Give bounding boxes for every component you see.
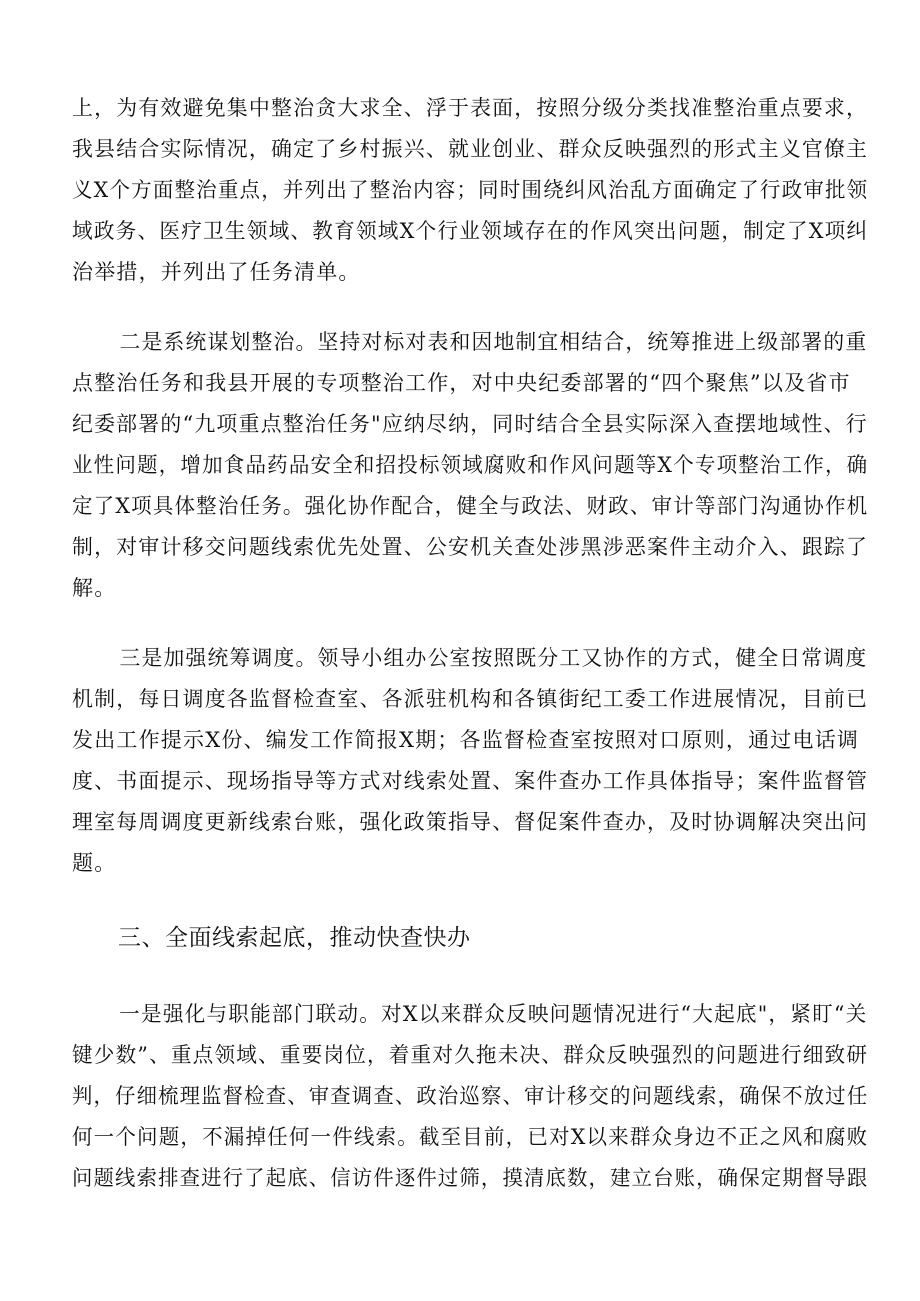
text-line: 解。 bbox=[72, 576, 117, 600]
paragraph-2 bbox=[72, 322, 868, 609]
text-line: 发出工作提示X份、编发工作简报X期；各监督检查室按照对口原则，通过电话调 bbox=[72, 728, 860, 752]
text-line: 点整治任务和我县开展的专项整治工作，对中央纪委部署的“四个聚焦”以及省市 bbox=[72, 371, 851, 395]
section-heading: 三、全面线索起底，推动快查快办 bbox=[118, 925, 471, 951]
text-line: 纪委部署的“九项重点整治任务"应纳尽纳，同时结合全县实际深入查摆地域性、行 bbox=[72, 412, 868, 436]
text-line: 键少数”、重点领域、重要岗位，着重对久拖未决、群众反映强烈的问题进行细致研 bbox=[72, 1043, 869, 1067]
text-line: 我县结合实际情况，确定了乡村振兴、就业创业、群众反映强烈的形式主义官僚主 bbox=[72, 137, 869, 161]
text-line: 上，为有效避免集中整治贪大求全、浮于表面，按照分级分类找准整治重点要求， bbox=[72, 96, 869, 120]
text-line: 定了X项具体整治任务。强化协作配合，健全与政法、财政、审计等部门沟通协作机 bbox=[72, 494, 869, 518]
text-line: 机制，每日调度各监督检查室、各派驻机构和各镇街纪工委工作进展情况，目前已 bbox=[72, 687, 869, 711]
text-line: 题。 bbox=[72, 851, 117, 875]
text-line: 何一个问题，不漏掉任何一件线索。截至目前，已对X以来群众身边不正之风和腐败 bbox=[72, 1125, 869, 1149]
paragraph-1 bbox=[72, 88, 868, 293]
text-line: 二是系统谋划整治。坚持对标对表和因地制宜相结合，统筹推进上级部署的重 bbox=[119, 330, 868, 354]
text-line: 判，仔细梳理监督检查、审查调查、政治巡察、审计移交的问题线索，确保不放过任 bbox=[72, 1084, 869, 1108]
text-line: 义X个方面整治重点，并列出了整治内容；同时围绕纠风治乱方面确定了行政审批领 bbox=[72, 178, 869, 202]
text-line: 业性问题，增加食品药品安全和招投标领域腐败和作风问题等X个专项整治工作，确 bbox=[72, 453, 869, 477]
paragraph-3 bbox=[72, 638, 868, 884]
text-line: 治举措，并列出了任务清单。 bbox=[72, 260, 361, 284]
text-line: 一是强化与职能部门联动。对X以来群众反映问题情况进行“大起底"，紧盯“关 bbox=[119, 1002, 868, 1026]
text-line: 三是加强统筹调度。领导小组办公室按照既分工又协作的方式，健全日常调度 bbox=[119, 646, 868, 670]
text-line: 问题线索排查进行了起底、信访件逐件过筛，摸清底数，建立台账，确保定期督导跟 bbox=[72, 1166, 869, 1190]
text-line: 度、书面提示、现场指导等方式对线索处置、案件查办工作具体指导；案件监督管 bbox=[72, 769, 869, 793]
text-line: 理室每周调度更新线索台账，强化政策指导、督促案件查办，及时协调解决突出问 bbox=[72, 810, 869, 834]
paragraph-4 bbox=[72, 994, 868, 1199]
text-line: 制，对审计移交问题线索优先处置、公安机关查处涉黑涉恶案件主动介入、跟踪了 bbox=[72, 535, 869, 559]
text-line: 域政务、医疗卫生领域、教育领域X个行业领域存在的作风突出问题，制定了X项纠 bbox=[72, 219, 869, 243]
